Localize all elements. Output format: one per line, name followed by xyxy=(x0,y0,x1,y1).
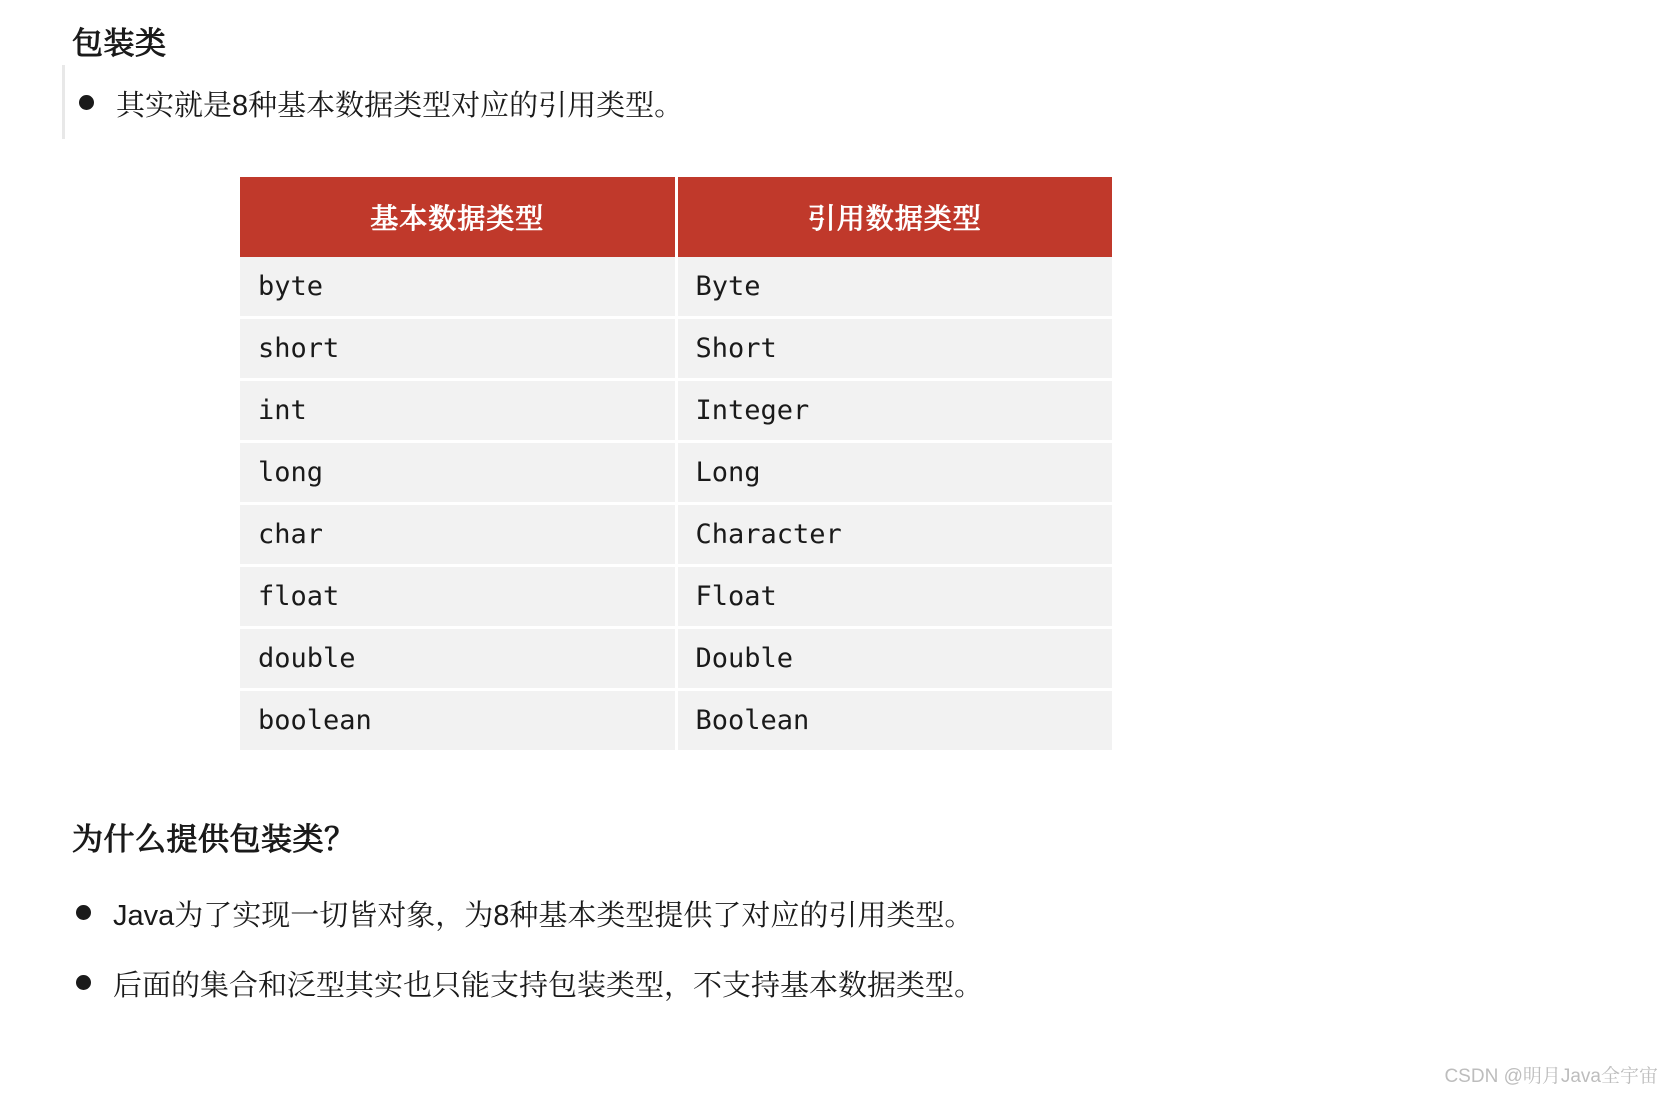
cell-primitive: char xyxy=(240,504,676,566)
cell-primitive: float xyxy=(240,566,676,628)
watermark: CSDN @明月Java全宇宙 xyxy=(1444,1066,1658,1087)
cell-reference: Long xyxy=(676,442,1112,504)
list-item xyxy=(65,79,1676,133)
table-row xyxy=(240,257,1112,318)
cell-primitive: double xyxy=(240,628,676,690)
cell-reference: Boolean xyxy=(676,690,1112,751)
type-mapping-table-wrapper xyxy=(240,177,1676,750)
type-mapping-table xyxy=(240,177,1112,750)
cell-primitive: boolean xyxy=(240,690,676,751)
cell-primitive: byte xyxy=(240,257,676,318)
bullet-dot-icon xyxy=(79,95,94,110)
table-row xyxy=(240,628,1112,690)
cell-reference: Float xyxy=(676,566,1112,628)
cell-primitive: int xyxy=(240,380,676,442)
page-title: 包装类 xyxy=(72,26,167,61)
list-item-label: 其实就是8种基本数据类型对应的引用类型。 xyxy=(116,90,684,123)
cell-reference: Integer xyxy=(676,380,1112,442)
table-header-row xyxy=(240,177,1112,257)
table-row xyxy=(240,318,1112,380)
cell-primitive: short xyxy=(240,318,676,380)
table-row xyxy=(240,504,1112,566)
reason-bullet-list xyxy=(62,877,1676,1021)
table-row xyxy=(240,690,1112,751)
cell-reference: Byte xyxy=(676,257,1112,318)
question-heading: 为什么提供包装类？ xyxy=(72,822,356,858)
list-item-label: 后面的集合和泛型其实也只能支持包装类型，不支持基本数据类型。 xyxy=(113,970,984,1003)
bullet-dot-icon xyxy=(76,905,91,920)
column-header-primitive: 基本数据类型 xyxy=(240,177,676,257)
list-item xyxy=(62,951,1676,1021)
table-row xyxy=(240,566,1112,628)
bullet-dot-icon xyxy=(76,975,91,990)
cell-reference: Short xyxy=(676,318,1112,380)
intro-bullet-list xyxy=(62,65,1676,139)
cell-reference: Double xyxy=(676,628,1112,690)
table-head xyxy=(240,177,1112,257)
table-row xyxy=(240,442,1112,504)
list-item-label: Java为了实现一切皆对象，为8种基本类型提供了对应的引用类型。 xyxy=(113,900,974,933)
table-row xyxy=(240,380,1112,442)
cell-reference: Character xyxy=(676,504,1112,566)
cell-primitive: long xyxy=(240,442,676,504)
table-body xyxy=(240,257,1112,750)
column-header-reference: 引用数据类型 xyxy=(676,177,1112,257)
list-item xyxy=(62,881,1676,951)
